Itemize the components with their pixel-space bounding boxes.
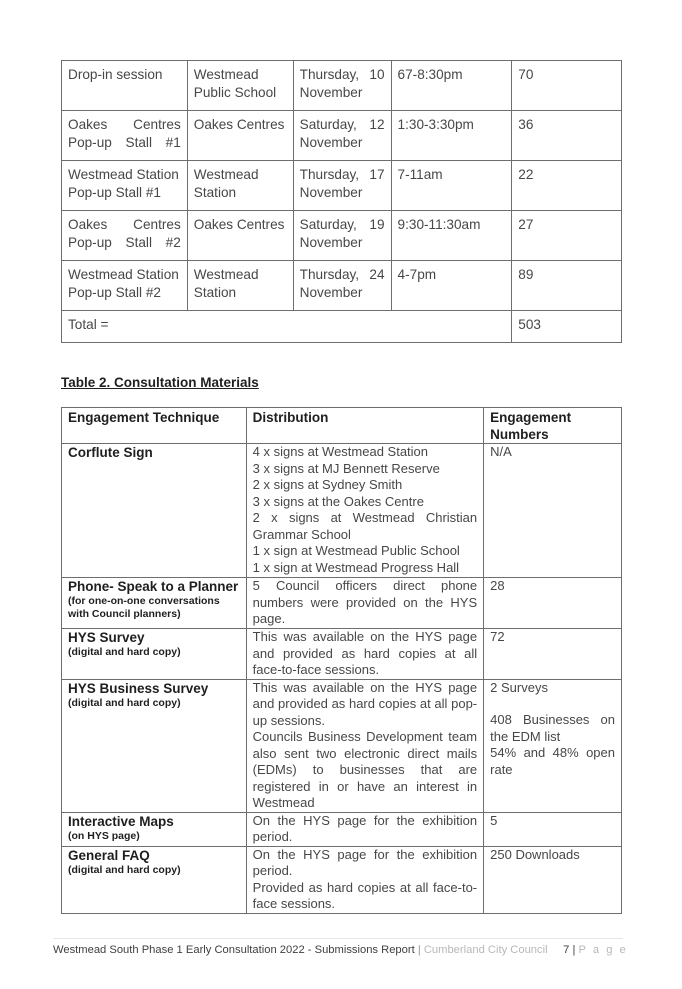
header-technique: Engagement Technique [62, 408, 247, 444]
technique-note: (on HYS page) [68, 829, 140, 842]
distribution-line: 1 x sign at Westmead Progress Hall [252, 559, 460, 575]
count-cell: 27 [512, 211, 622, 261]
location-cell: Westmead Station [187, 161, 293, 211]
footer-divider [53, 938, 623, 939]
numbers-line: 408 Businesses on the EDM list [490, 712, 615, 744]
location-cell: Oakes Centres [187, 111, 293, 161]
technique-name: HYS Business Survey [68, 680, 209, 696]
table-row [62, 846, 622, 913]
technique-name: Corflute Sign [68, 445, 153, 460]
table-row [62, 61, 622, 111]
page-number: 7 [563, 944, 570, 956]
event-cell: Oakes Centres Pop-up Stall #1 [62, 111, 188, 161]
event-cell: Westmead Station Pop-up Stall #1 [62, 161, 188, 211]
distribution-line: 3 x signs at MJ Bennett Reserve [252, 460, 440, 476]
technique-note: (for one-on-one conversations with Council planners) [68, 595, 220, 620]
table-row [62, 679, 622, 812]
distribution-line: 5 Council officers direct phone numbers were provided on the HYS page. [252, 578, 478, 626]
numbers-line: 2 Surveys [490, 679, 548, 695]
count-cell: 36 [512, 111, 622, 161]
distribution-line: Councils Business Development team also sent two electronic direct mails (EDMs) to businesses that are registered in or have an interest in Westmead [252, 729, 478, 810]
distribution-line: Provided as hard copies at all face-to-face sessions. [252, 879, 478, 911]
numbers-cell [484, 578, 622, 629]
distribution-line: 2 x signs at Westmead Christian Grammar School [252, 510, 478, 542]
numbers-line [490, 696, 615, 712]
footer-council: Cumberland City Council [423, 944, 548, 956]
numbers-cell [484, 846, 622, 913]
distribution-line: 1 x sign at Westmead Public School [252, 543, 460, 558]
technique-name: Interactive Maps [68, 813, 174, 829]
distribution-cell [246, 578, 483, 629]
table-row [62, 578, 622, 629]
technique-cell [62, 812, 247, 846]
numbers-line: 5 [490, 812, 498, 828]
header-distribution: Distribution [246, 408, 483, 444]
footer-doc-title: Westmead South Phase 1 Early Consultation 2022 - Submissions Report [53, 944, 415, 956]
technique-name: HYS Survey [68, 630, 145, 645]
table-2-title: Table 2. Consultation Materials [61, 375, 259, 390]
date-cell: Thursday, 17 November [293, 161, 391, 211]
materials-table [61, 407, 622, 914]
table-row [62, 111, 622, 161]
technique-note: (digital and hard copy) [68, 646, 181, 658]
distribution-line: On the HYS page for the exhibition period. [252, 846, 478, 878]
page-label: P a g e [578, 944, 628, 956]
header-numbers: Engagement Numbers [484, 408, 622, 444]
technique-note: (digital and hard copy) [68, 863, 181, 876]
distribution-cell [246, 444, 483, 578]
date-cell: Saturday, 19 November [293, 211, 391, 261]
header-row [62, 408, 622, 444]
event-cell: Westmead Station Pop-up Stall #2 [62, 261, 188, 311]
numbers-cell [484, 679, 622, 812]
total-row [62, 311, 622, 343]
page-separator: | [572, 944, 576, 956]
distribution-line: 2 x signs at Sydney Smith [252, 477, 403, 492]
time-cell: 67-8:30pm [391, 61, 512, 111]
location-cell: Oakes Centres [187, 211, 293, 261]
technique-note: (digital and hard copy) [68, 696, 181, 709]
count-cell: 70 [512, 61, 622, 111]
total-label: Total = [62, 311, 512, 343]
distribution-cell [246, 846, 483, 913]
table-row [62, 211, 622, 261]
numbers-line: 72 [490, 629, 505, 644]
technique-name: General FAQ [68, 847, 150, 863]
technique-name: Phone- Speak to a Planner [68, 579, 239, 594]
numbers-cell [484, 812, 622, 846]
numbers-cell [484, 444, 622, 578]
distribution-line: This was available on the HYS page and provided as hard copies at all pop-up sessions. [252, 679, 478, 728]
numbers-line: N/A [490, 444, 512, 459]
date-cell: Saturday, 12 November [293, 111, 391, 161]
count-cell: 89 [512, 261, 622, 311]
numbers-line: 28 [490, 578, 505, 593]
distribution-line: On the HYS page for the exhibition period. [252, 812, 478, 844]
numbers-cell [484, 629, 622, 680]
time-cell: 1:30-3:30pm [391, 111, 512, 161]
total-value: 503 [512, 311, 622, 343]
table-row [62, 812, 622, 846]
table-row [62, 444, 622, 578]
distribution-line: This was available on the HYS page and provided as hard copies at all face-to-face sessions. [252, 629, 478, 677]
technique-cell [62, 846, 247, 913]
footer-separator: | [417, 944, 421, 956]
distribution-line: 4 x signs at Westmead Station [252, 444, 429, 459]
numbers-line: 250 Downloads [490, 846, 580, 862]
distribution-cell [246, 679, 483, 812]
footer [53, 944, 628, 956]
technique-cell [62, 444, 247, 578]
time-cell: 7-11am [391, 161, 512, 211]
distribution-line: 3 x signs at the Oakes Centre [252, 493, 424, 509]
technique-cell [62, 578, 247, 629]
sessions-table [61, 60, 622, 343]
numbers-line: 54% and 48% open rate [490, 745, 615, 777]
event-cell: Oakes Centres Pop-up Stall #2 [62, 211, 188, 261]
table-row [62, 161, 622, 211]
location-cell: Westmead Station [187, 261, 293, 311]
technique-cell [62, 629, 247, 680]
technique-cell [62, 679, 247, 812]
count-cell: 22 [512, 161, 622, 211]
event-cell: Drop-in session [62, 61, 188, 111]
table-row [62, 261, 622, 311]
distribution-cell [246, 629, 483, 680]
date-cell: Thursday, 24 November [293, 261, 391, 311]
time-cell: 4-7pm [391, 261, 512, 311]
location-cell: Westmead Public School [187, 61, 293, 111]
date-cell: Thursday, 10 November [293, 61, 391, 111]
time-cell: 9:30-11:30am [391, 211, 512, 261]
table-row [62, 629, 622, 680]
distribution-cell [246, 812, 483, 846]
